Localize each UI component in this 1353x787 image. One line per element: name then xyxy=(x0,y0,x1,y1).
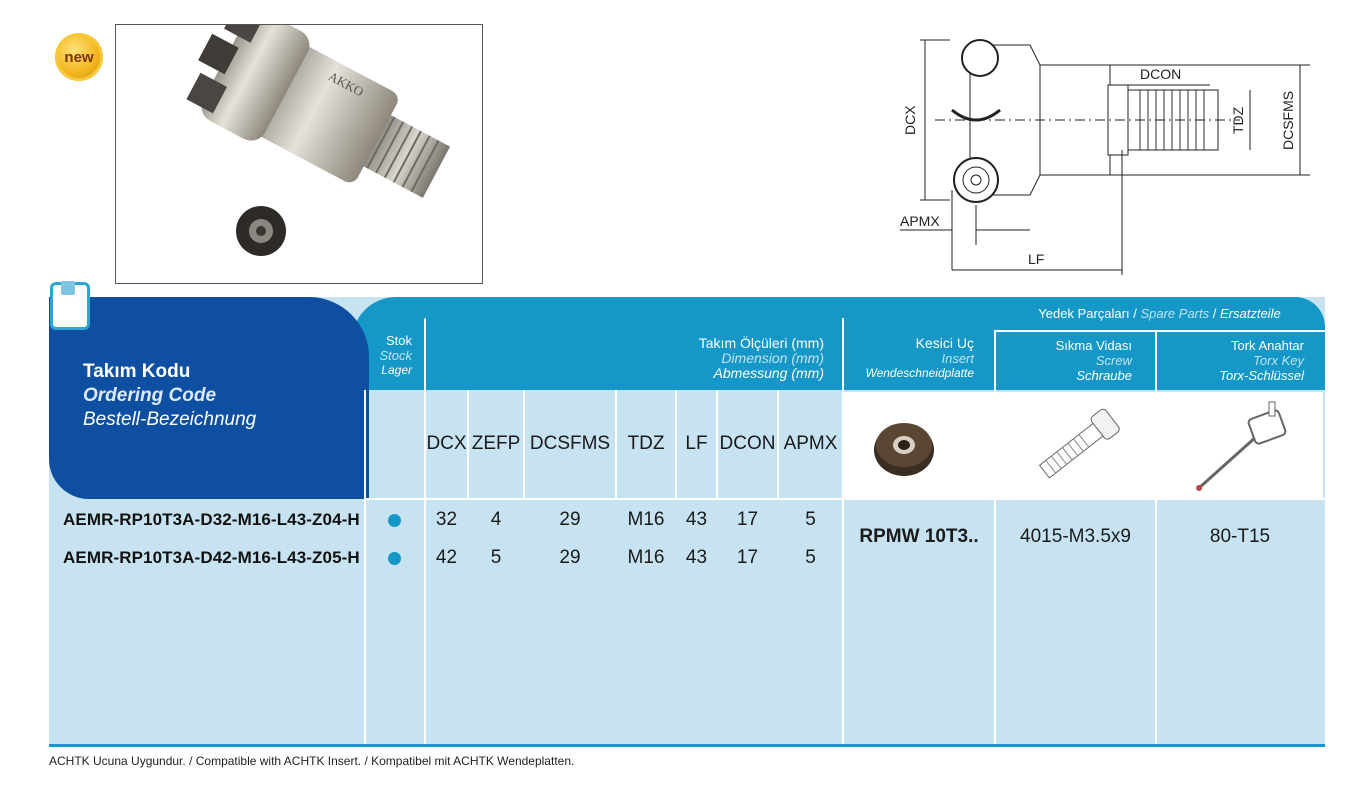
technical-drawing xyxy=(880,30,1320,290)
sep-spare xyxy=(994,330,1325,332)
sep-insert xyxy=(842,318,844,390)
table-cell: 43 xyxy=(685,547,708,568)
insert-icon xyxy=(844,392,994,498)
table-row-code: AEMR-RP10T3A-D42-M16-L43-Z05-H xyxy=(63,548,360,567)
table-cell: 5 xyxy=(805,509,816,530)
svg-text:TDZ: TDZ xyxy=(1230,106,1246,134)
col-dcsfms: DCSFMS xyxy=(529,433,611,454)
table-cell: 5 xyxy=(490,547,502,568)
compatibility-note: ACHTK Ucuna Uygundur. / Compatible with ACHTK Insert. / Kompatibel mit ACHTK Wendeplatten. xyxy=(49,754,575,768)
ordering-code-header: Takım Kodu Ordering Code Bestell-Bezeichnung xyxy=(49,297,369,499)
new-badge xyxy=(55,33,103,81)
svg-text:LF: LF xyxy=(1028,251,1045,267)
table-cell: 43 xyxy=(685,509,708,530)
stock-indicator xyxy=(388,514,401,527)
col-apmx: APMX xyxy=(783,433,838,454)
key-code: 80-T15 xyxy=(1209,526,1271,547)
stock-header: Stok Stock Lager xyxy=(379,333,412,377)
table-cell: 42 xyxy=(435,547,458,568)
screw-code: 4015-M3.5x9 xyxy=(1020,526,1131,547)
torx-key-icon xyxy=(1157,392,1323,498)
table-cell: 29 xyxy=(559,547,581,568)
spare-parts-header: Yedek Parçaları / Spare Parts / Ersatzteile xyxy=(1038,306,1281,321)
insert-code: RPMW 10T3.. xyxy=(859,526,979,547)
key-header: Tork Anahtar Torx Key Torx-Schlüssel xyxy=(1219,338,1304,383)
col-dcon: DCON xyxy=(719,433,776,454)
screw-header: Sıkma Vidası Screw Schraube xyxy=(1055,338,1132,383)
table-cell: M16 xyxy=(627,547,665,568)
table-cell: M16 xyxy=(627,509,665,530)
insert-header: Kesici Uç Insert Wendeschneidplatte xyxy=(865,335,974,380)
table-cell: 17 xyxy=(736,509,759,530)
svg-text:DCX: DCX xyxy=(902,105,918,135)
product-photo xyxy=(115,24,483,284)
table-cell: 5 xyxy=(805,547,816,568)
screw-image xyxy=(996,392,1155,498)
sep-key xyxy=(1155,330,1157,390)
insert-image xyxy=(844,392,994,498)
col-zefp: ZEFP xyxy=(471,433,521,454)
dimension-header: Takım Ölçüleri (mm) Dimension (mm) Abmessung (mm) xyxy=(698,335,824,381)
sep-screw xyxy=(994,330,996,390)
svg-text:DCON: DCON xyxy=(1140,66,1182,82)
torx-key-image xyxy=(1157,392,1323,498)
milling-cutter-illustration xyxy=(116,25,482,283)
svg-text:DCSFMS: DCSFMS xyxy=(1280,90,1296,150)
col-lf: LF xyxy=(685,433,708,454)
col-dcx: DCX xyxy=(426,433,467,454)
table-cell: 17 xyxy=(736,547,759,568)
svg-text:APMX: APMX xyxy=(900,213,940,229)
sep-stock xyxy=(424,318,426,390)
svg-text:AKKO: AKKO xyxy=(325,68,367,100)
stock-indicator xyxy=(388,552,401,565)
new-badge-label: new xyxy=(64,48,94,66)
col-tdz: TDZ xyxy=(627,433,665,454)
table-cell: 32 xyxy=(435,509,458,530)
tab-icon xyxy=(50,282,90,330)
table-bottom-line xyxy=(49,744,1325,747)
table-row-code: AEMR-RP10T3A-D32-M16-L43-Z04-H xyxy=(63,510,360,529)
table-cell: 4 xyxy=(490,509,502,530)
screw-icon xyxy=(996,392,1155,498)
table-cell: 29 xyxy=(559,509,581,530)
